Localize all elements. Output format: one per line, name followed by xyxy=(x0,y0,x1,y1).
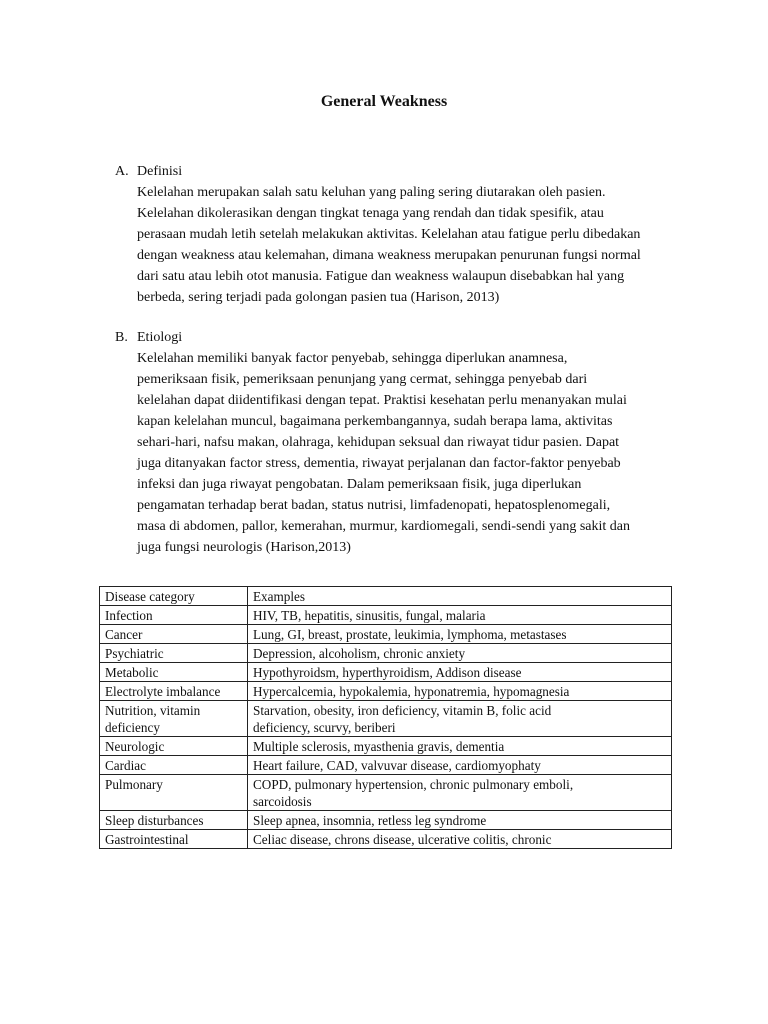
table-row xyxy=(100,775,672,811)
section-body: Kelelahan memiliki banyak factor penyebab, sehingga diperlukan anamnesa, pemeriksaan fisik, pemeriksaan penunjang yang cermat, sehingga penyebab dari kelelahan dapat diidentifikasi dengan tepat. Praktisi kesehatan perlu menanyakan mulai kapan kelelahan muncul, bagaimana perkembangannya, sudah berapa lama, aktivitas sehari-hari, nafsu makan, olahraga, kehidupan seksual dan riwayat tidur pasien. Dapat juga ditanyakan factor stress, dementia, riwayat perjalanan dan factor-faktor penyebab infeksi dan juga riwayat pengobatan. Dalam pemeriksaan fisik, juga diperlukan pengamatan terhadap berat badan, status nutrisi, limfadenopati, hepatosplenomegali, masa di abdomen, pallor, kemerahan, murmur, kardiomegali, sendi-sendi yang sakit dan juga fungsi neurologis (Harison,2013) xyxy=(137,351,631,555)
table-row xyxy=(100,663,672,682)
table-row xyxy=(100,606,672,625)
disease-category-cell: Pulmonary xyxy=(100,775,248,811)
disease-category-cell: Metabolic xyxy=(100,663,248,682)
examples-cell: COPD, pulmonary hypertension, chronic pulmonary emboli, sarcoidosis xyxy=(248,775,672,811)
section-letter: A. xyxy=(115,164,129,179)
disease-category-cell: Neurologic xyxy=(100,737,248,756)
disease-table xyxy=(99,586,672,849)
disease-category-cell: Sleep disturbances xyxy=(100,811,248,830)
section-title: Etiologi xyxy=(137,330,183,345)
table-header-row xyxy=(100,587,672,606)
examples-cell: HIV, TB, hepatitis, sinusitis, fungal, malaria xyxy=(248,606,672,625)
disease-category-cell: Infection xyxy=(100,606,248,625)
section-definisi xyxy=(115,161,675,308)
examples-cell: Sleep apnea, insomnia, retless leg syndrome xyxy=(248,811,672,830)
table-row xyxy=(100,682,672,701)
disease-category-cell: Electrolyte imbalance xyxy=(100,682,248,701)
examples-cell: Starvation, obesity, iron deficiency, vitamin B, folic acid deficiency, scurvy, beriberi xyxy=(248,701,672,737)
disease-table-body xyxy=(100,587,672,849)
section-heading xyxy=(115,161,675,182)
table-row xyxy=(100,701,672,737)
table-row xyxy=(100,756,672,775)
disease-category-cell: Cancer xyxy=(100,625,248,644)
header-disease-category: Disease category xyxy=(100,587,248,606)
section-etiologi xyxy=(115,327,675,558)
section-letter: B. xyxy=(115,330,128,345)
examples-cell: Depression, alcoholism, chronic anxiety xyxy=(248,644,672,663)
examples-cell: Heart failure, CAD, valvuvar disease, cardiomyophaty xyxy=(248,756,672,775)
section-body: Kelelahan merupakan salah satu keluhan yang paling sering diutarakan oleh pasien. Kelelahan dikolerasikan dengan tingkat tenaga yang rendah dan tidak spesifik, atau perasaan mudah letih setelah melakukan aktivitas. Kelelahan atau fatigue perlu dibedakan dengan weakness atau kelemahan, dimana weakness merupakan penurunan fungsi normal dari satu atau lebih otot manusia. Fatigue dan weakness walaupun disebabkan hal yang berbeda, sering terjadi pada golongan pasien tua (Harison, 2013) xyxy=(137,185,641,305)
section-heading xyxy=(115,327,675,348)
table-row xyxy=(100,644,672,663)
table-row xyxy=(100,625,672,644)
table-row xyxy=(100,811,672,830)
disease-category-cell: Cardiac xyxy=(100,756,248,775)
examples-cell: Hypercalcemia, hypokalemia, hyponatremia, hypomagnesia xyxy=(248,682,672,701)
disease-category-cell: Psychiatric xyxy=(100,644,248,663)
section-title: Definisi xyxy=(137,164,183,179)
disease-category-cell: Nutrition, vitamin deficiency xyxy=(100,701,248,737)
examples-cell: Celiac disease, chrons disease, ulcerative colitis, chronic xyxy=(248,830,672,849)
document-title: General Weakness xyxy=(320,93,448,110)
examples-cell: Hypothyroidsm, hyperthyroidism, Addison disease xyxy=(248,663,672,682)
examples-cell: Lung, GI, breast, prostate, leukimia, lymphoma, metastases xyxy=(248,625,672,644)
table-row xyxy=(100,737,672,756)
disease-category-cell: Gastrointestinal xyxy=(100,830,248,849)
header-examples: Examples xyxy=(248,587,672,606)
examples-cell: Multiple sclerosis, myasthenia gravis, dementia xyxy=(248,737,672,756)
table-row xyxy=(100,830,672,849)
